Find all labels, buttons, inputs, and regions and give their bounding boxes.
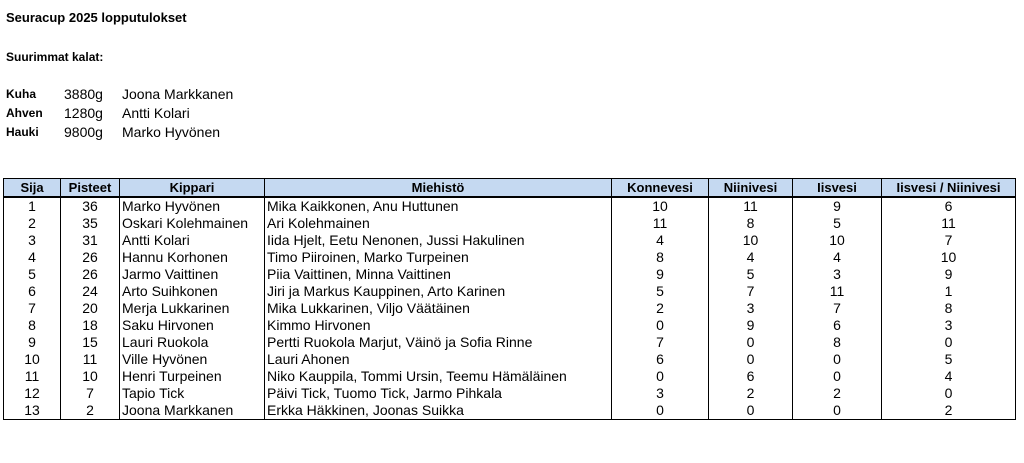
cell-niinivesi: 6 — [709, 368, 793, 385]
cell-pisteet: 11 — [61, 351, 120, 368]
cell-iisvesi: 9 — [793, 197, 882, 215]
table-row — [4, 317, 1016, 334]
cell-niinivesi: 10 — [709, 232, 793, 249]
header-kippari: Kippari — [120, 179, 265, 198]
cell-miehisto: Kimmo Hirvonen — [265, 317, 612, 334]
cell-konnevesi: 0 — [612, 368, 709, 385]
cell-pisteet: 24 — [61, 283, 120, 300]
cell-iisvesi: 6 — [793, 317, 882, 334]
biggest-fish-heading: Suurimmat kalat: — [6, 50, 104, 64]
header-niinivesi: Niinivesi — [709, 179, 793, 198]
cell-pisteet: 2 — [61, 402, 120, 420]
fish-species: Hauki — [6, 125, 39, 139]
cell-sija: 12 — [4, 385, 61, 402]
cell-kippari: Joona Markkanen — [120, 402, 265, 420]
cell-iisvesi: 4 — [793, 249, 882, 266]
table-row — [4, 368, 1016, 385]
fish-row — [6, 123, 233, 142]
cell-sija: 2 — [4, 215, 61, 232]
cell-kippari: Marko Hyvönen — [120, 197, 265, 215]
cell-konnevesi: 8 — [612, 249, 709, 266]
fish-row — [6, 104, 233, 123]
cell-iisvesi: 5 — [793, 215, 882, 232]
table-row — [4, 197, 1016, 215]
cell-konnevesi: 9 — [612, 266, 709, 283]
cell-miehisto: Jiri ja Markus Kauppinen, Arto Karinen — [265, 283, 612, 300]
cell-iisvesi-niinivesi: 0 — [882, 334, 1016, 351]
cell-konnevesi: 7 — [612, 334, 709, 351]
cell-iisvesi-niinivesi: 0 — [882, 385, 1016, 402]
cell-iisvesi: 10 — [793, 232, 882, 249]
header-miehisto: Miehistö — [265, 179, 612, 198]
cell-konnevesi: 2 — [612, 300, 709, 317]
results-table — [3, 178, 1016, 420]
cell-niinivesi: 0 — [709, 334, 793, 351]
page-title: Seuracup 2025 lopputulokset — [6, 10, 187, 25]
cell-miehisto: Ari Kolehmainen — [265, 215, 612, 232]
cell-konnevesi: 11 — [612, 215, 709, 232]
cell-niinivesi: 9 — [709, 317, 793, 334]
cell-pisteet: 15 — [61, 334, 120, 351]
cell-pisteet: 10 — [61, 368, 120, 385]
cell-sija: 11 — [4, 368, 61, 385]
cell-konnevesi: 0 — [612, 317, 709, 334]
fish-weight: 3880g — [64, 86, 103, 102]
cell-iisvesi-niinivesi: 1 — [882, 283, 1016, 300]
cell-konnevesi: 5 — [612, 283, 709, 300]
fish-weight: 1280g — [64, 105, 103, 121]
fish-angler: Antti Kolari — [122, 105, 190, 121]
table-row — [4, 249, 1016, 266]
cell-pisteet: 7 — [61, 385, 120, 402]
cell-iisvesi: 11 — [793, 283, 882, 300]
cell-kippari: Hannu Korhonen — [120, 249, 265, 266]
cell-kippari: Oskari Kolehmainen — [120, 215, 265, 232]
cell-sija: 3 — [4, 232, 61, 249]
cell-niinivesi: 8 — [709, 215, 793, 232]
table-row — [4, 283, 1016, 300]
cell-iisvesi: 2 — [793, 385, 882, 402]
cell-iisvesi: 0 — [793, 351, 882, 368]
cell-kippari: Merja Lukkarinen — [120, 300, 265, 317]
cell-niinivesi: 5 — [709, 266, 793, 283]
cell-miehisto: Päivi Tick, Tuomo Tick, Jarmo Pihkala — [265, 385, 612, 402]
biggest-fish-list — [6, 85, 233, 142]
table-row — [4, 232, 1016, 249]
cell-sija: 10 — [4, 351, 61, 368]
cell-miehisto: Piia Vaittinen, Minna Vaittinen — [265, 266, 612, 283]
fish-species: Kuha — [6, 87, 36, 101]
cell-iisvesi-niinivesi: 2 — [882, 402, 1016, 420]
cell-niinivesi: 0 — [709, 351, 793, 368]
header-iisvesi-niinivesi: Iisvesi / Niinivesi — [882, 179, 1016, 198]
table-row — [4, 351, 1016, 368]
cell-sija: 8 — [4, 317, 61, 334]
cell-miehisto: Mika Kaikkonen, Anu Huttunen — [265, 197, 612, 215]
fish-angler: Marko Hyvönen — [122, 124, 221, 140]
cell-iisvesi: 0 — [793, 368, 882, 385]
cell-iisvesi-niinivesi: 4 — [882, 368, 1016, 385]
cell-sija: 5 — [4, 266, 61, 283]
header-iisvesi: Iisvesi — [793, 179, 882, 198]
header-sija: Sija — [4, 179, 61, 198]
fish-row — [6, 85, 233, 104]
cell-sija: 9 — [4, 334, 61, 351]
cell-konnevesi: 6 — [612, 351, 709, 368]
table-row — [4, 385, 1016, 402]
cell-niinivesi: 3 — [709, 300, 793, 317]
cell-kippari: Jarmo Vaittinen — [120, 266, 265, 283]
cell-miehisto: Mika Lukkarinen, Viljo Väätäinen — [265, 300, 612, 317]
cell-kippari: Lauri Ruokola — [120, 334, 265, 351]
fish-species: Ahven — [6, 106, 43, 120]
cell-miehisto: Pertti Ruokola Marjut, Väinö ja Sofia Rinne — [265, 334, 612, 351]
cell-pisteet: 18 — [61, 317, 120, 334]
cell-miehisto: Niko Kauppila, Tommi Ursin, Teemu Hämäläinen — [265, 368, 612, 385]
cell-iisvesi: 7 — [793, 300, 882, 317]
cell-sija: 1 — [4, 197, 61, 215]
cell-konnevesi: 4 — [612, 232, 709, 249]
cell-pisteet: 26 — [61, 266, 120, 283]
fish-weight: 9800g — [64, 124, 103, 140]
cell-iisvesi-niinivesi: 5 — [882, 351, 1016, 368]
cell-niinivesi: 0 — [709, 402, 793, 420]
fish-angler: Joona Markkanen — [122, 86, 234, 102]
cell-pisteet: 26 — [61, 249, 120, 266]
cell-konnevesi: 0 — [612, 402, 709, 420]
cell-niinivesi: 7 — [709, 283, 793, 300]
cell-pisteet: 31 — [61, 232, 120, 249]
table-row — [4, 334, 1016, 351]
cell-iisvesi-niinivesi: 9 — [882, 266, 1016, 283]
cell-iisvesi-niinivesi: 10 — [882, 249, 1016, 266]
cell-sija: 4 — [4, 249, 61, 266]
cell-miehisto: Iida Hjelt, Eetu Nenonen, Jussi Hakulinen — [265, 232, 612, 249]
cell-kippari: Antti Kolari — [120, 232, 265, 249]
cell-miehisto: Erkka Häkkinen, Joonas Suikka — [265, 402, 612, 420]
table-row — [4, 266, 1016, 283]
header-konnevesi: Konnevesi — [612, 179, 709, 198]
cell-miehisto: Timo Piiroinen, Marko Turpeinen — [265, 249, 612, 266]
cell-niinivesi: 11 — [709, 197, 793, 215]
cell-iisvesi-niinivesi: 11 — [882, 215, 1016, 232]
cell-sija: 7 — [4, 300, 61, 317]
cell-kippari: Henri Turpeinen — [120, 368, 265, 385]
results-header-row — [4, 179, 1016, 198]
cell-pisteet: 36 — [61, 197, 120, 215]
cell-sija: 6 — [4, 283, 61, 300]
table-row — [4, 402, 1016, 420]
table-row — [4, 215, 1016, 232]
cell-iisvesi-niinivesi: 7 — [882, 232, 1016, 249]
cell-kippari: Tapio Tick — [120, 385, 265, 402]
cell-konnevesi: 3 — [612, 385, 709, 402]
cell-miehisto: Lauri Ahonen — [265, 351, 612, 368]
cell-iisvesi-niinivesi: 6 — [882, 197, 1016, 215]
table-row — [4, 300, 1016, 317]
cell-sija: 13 — [4, 402, 61, 420]
cell-pisteet: 35 — [61, 215, 120, 232]
cell-iisvesi: 0 — [793, 402, 882, 420]
cell-pisteet: 20 — [61, 300, 120, 317]
cell-iisvesi-niinivesi: 8 — [882, 300, 1016, 317]
cell-iisvesi: 3 — [793, 266, 882, 283]
cell-iisvesi-niinivesi: 3 — [882, 317, 1016, 334]
cell-kippari: Ville Hyvönen — [120, 351, 265, 368]
cell-kippari: Arto Suihkonen — [120, 283, 265, 300]
cell-iisvesi: 8 — [793, 334, 882, 351]
header-pisteet: Pisteet — [61, 179, 120, 198]
cell-niinivesi: 4 — [709, 249, 793, 266]
cell-kippari: Saku Hirvonen — [120, 317, 265, 334]
cell-niinivesi: 2 — [709, 385, 793, 402]
cell-konnevesi: 10 — [612, 197, 709, 215]
